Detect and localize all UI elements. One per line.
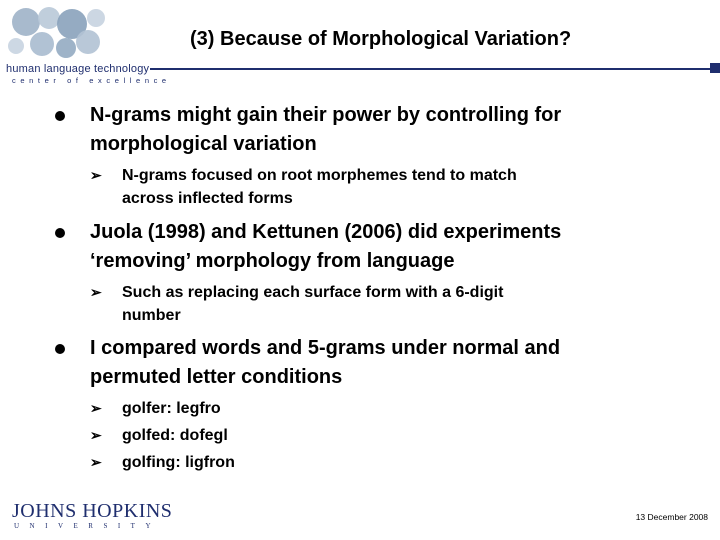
bullet-3-line-1: I compared words and 5-grams under normal and bbox=[90, 337, 561, 359]
arrow-bullet-icon: ➢ bbox=[90, 167, 102, 183]
university-subtitle: UNIVERSITY bbox=[14, 522, 161, 530]
bullet-dot-icon bbox=[55, 228, 65, 238]
bullet-2-line-1: Juola (1998) and Kettunen (2006) did experiments bbox=[90, 221, 562, 243]
sub-bullet-3-3-line-1: golfing: ligfron bbox=[122, 454, 235, 471]
bullet-3-line-2: permuted letter conditions bbox=[90, 366, 343, 388]
bullet-1-line-1: N-grams might gain their power by controlling for bbox=[90, 104, 562, 126]
sub-bullet-3-1-line-1: golfer: legfro bbox=[122, 400, 221, 417]
bullet-1-line-2: morphological variation bbox=[90, 133, 317, 155]
arrow-bullet-icon: ➢ bbox=[90, 454, 102, 470]
sub-bullet-3-2-line-1: golfed: dofegl bbox=[122, 427, 228, 444]
university-logo bbox=[12, 500, 173, 530]
slide-date: 13 December 2008 bbox=[635, 512, 708, 522]
logo-title: human language technology bbox=[6, 63, 150, 75]
bullet-dot-icon bbox=[55, 111, 65, 121]
sub-bullet-1-1-line-2: across inflected forms bbox=[122, 190, 293, 207]
arrow-bullet-icon: ➢ bbox=[90, 400, 102, 416]
university-name: JOHNS HOPKINS bbox=[12, 500, 173, 522]
arrow-bullet-icon: ➢ bbox=[90, 284, 102, 300]
slide-title: (3) Because of Morphological Variation? bbox=[190, 28, 572, 50]
arrow-bullet-icon: ➢ bbox=[90, 427, 102, 443]
sub-bullet-2-1-line-1: Such as replacing each surface form with a 6-digit bbox=[122, 284, 504, 301]
sub-bullet-1-1-line-1: N-grams focused on root morphemes tend to match bbox=[122, 167, 517, 184]
logo-subtitle: center of excellence bbox=[12, 76, 171, 85]
bullet-dot-icon bbox=[55, 344, 65, 354]
sub-bullet-2-1-line-2: number bbox=[122, 307, 181, 324]
bullet-2-line-2: ‘removing’ morphology from language bbox=[90, 250, 455, 272]
